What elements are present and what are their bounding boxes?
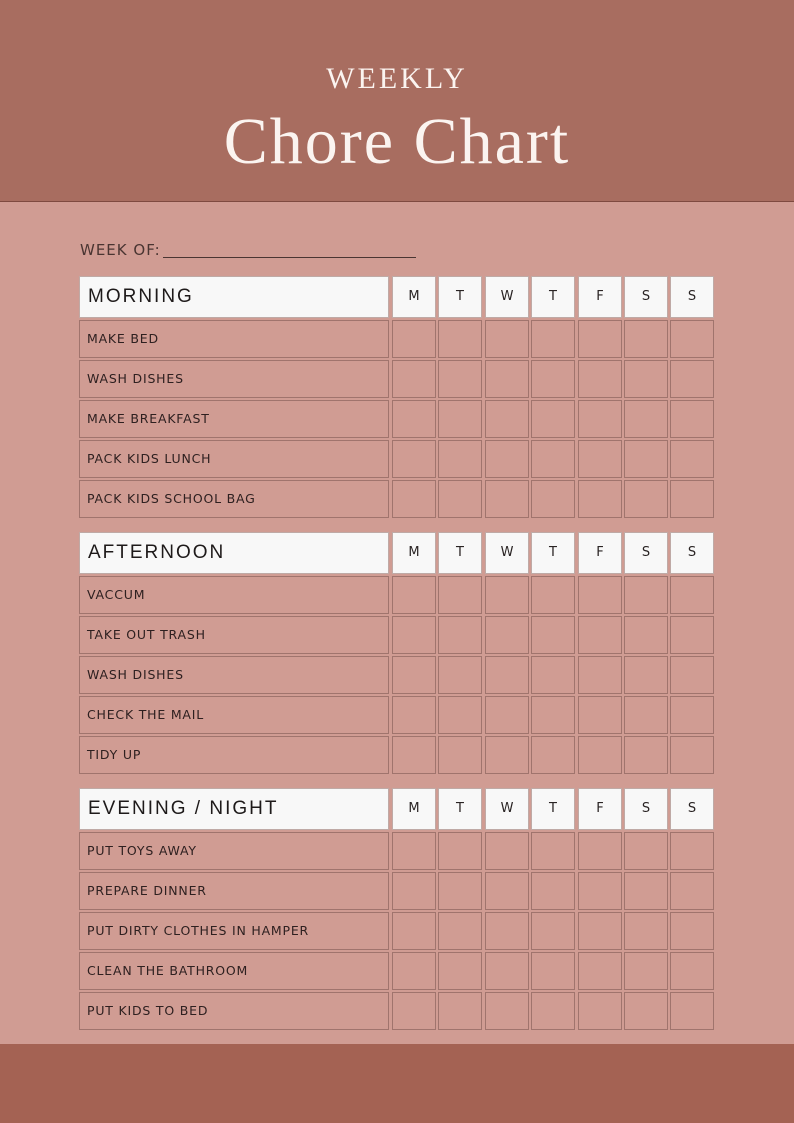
task-label: PUT DIRTY CLOTHES IN HAMPER [79,912,389,950]
day-header: F [578,276,622,318]
check-box[interactable] [578,872,622,910]
check-box[interactable] [392,440,436,478]
check-box[interactable] [578,576,622,614]
task-label: VACCUM [79,576,389,614]
check-box[interactable] [670,992,714,1030]
table-row [79,576,715,616]
section-1 [79,532,715,776]
day-header: F [578,532,622,574]
check-box[interactable] [485,616,529,654]
check-box[interactable] [670,616,714,654]
check-box[interactable] [624,656,668,694]
check-box[interactable] [578,952,622,990]
check-box[interactable] [438,616,482,654]
task-label: WASH DISHES [79,656,389,694]
check-box[interactable] [624,400,668,438]
check-box[interactable] [670,912,714,950]
section-title: MORNING [79,276,389,318]
task-label: CLEAN THE BATHROOM [79,952,389,990]
check-box[interactable] [624,440,668,478]
check-box[interactable] [392,656,436,694]
table-row [79,400,715,440]
check-box[interactable] [624,480,668,518]
check-box[interactable] [531,480,575,518]
week-of-label: WEEK OF: [80,241,161,259]
task-label: PUT KIDS TO BED [79,992,389,1030]
check-box[interactable] [531,576,575,614]
check-box[interactable] [624,360,668,398]
day-header: W [485,532,529,574]
check-box[interactable] [670,952,714,990]
check-box[interactable] [578,480,622,518]
day-header: M [392,276,436,318]
header-kicker: WEEKLY [326,62,468,95]
check-box[interactable] [578,320,622,358]
day-header: T [438,532,482,574]
day-header: S [624,532,668,574]
check-box[interactable] [670,576,714,614]
check-box[interactable] [531,952,575,990]
check-box[interactable] [485,912,529,950]
check-box[interactable] [624,952,668,990]
check-box[interactable] [438,912,482,950]
check-box[interactable] [624,616,668,654]
day-header: F [578,788,622,830]
check-box[interactable] [531,400,575,438]
table-row [79,832,715,872]
check-box[interactable] [438,696,482,734]
check-box[interactable] [531,696,575,734]
check-box[interactable] [485,656,529,694]
day-header: M [392,788,436,830]
day-header: T [531,276,575,318]
section-title: EVENING / NIGHT [79,788,389,830]
table-row [79,736,715,776]
header-banner [0,0,794,202]
check-box[interactable] [670,320,714,358]
task-label: TAKE OUT TRASH [79,616,389,654]
check-box[interactable] [670,872,714,910]
check-box[interactable] [392,696,436,734]
check-box[interactable] [531,992,575,1030]
check-box[interactable] [438,576,482,614]
table-row [79,656,715,696]
check-box[interactable] [438,736,482,774]
check-box[interactable] [485,832,529,870]
day-header: M [392,532,436,574]
task-label: PUT TOYS AWAY [79,832,389,870]
check-box[interactable] [578,912,622,950]
check-box[interactable] [578,696,622,734]
check-box[interactable] [392,992,436,1030]
day-header: S [670,788,714,830]
check-box[interactable] [531,872,575,910]
day-header: S [670,276,714,318]
table-row [79,360,715,400]
day-header: W [485,788,529,830]
check-box[interactable] [624,696,668,734]
check-box[interactable] [670,360,714,398]
check-box[interactable] [392,480,436,518]
table-row [79,696,715,736]
check-box[interactable] [578,360,622,398]
check-box[interactable] [670,400,714,438]
check-box[interactable] [578,736,622,774]
check-box[interactable] [670,736,714,774]
check-box[interactable] [438,992,482,1030]
check-box[interactable] [485,440,529,478]
task-label: CHECK THE MAIL [79,696,389,734]
table-row [79,912,715,952]
check-box[interactable] [438,872,482,910]
check-box[interactable] [624,832,668,870]
check-box[interactable] [531,440,575,478]
check-box[interactable] [670,696,714,734]
check-box[interactable] [578,656,622,694]
check-box[interactable] [624,320,668,358]
check-box[interactable] [438,400,482,438]
check-box[interactable] [438,656,482,694]
check-box[interactable] [624,912,668,950]
check-box[interactable] [392,832,436,870]
day-header: T [438,276,482,318]
day-header: T [531,532,575,574]
check-box[interactable] [670,832,714,870]
day-header: W [485,276,529,318]
section-header-row [79,788,715,832]
check-box[interactable] [485,576,529,614]
check-box[interactable] [531,360,575,398]
check-box[interactable] [624,992,668,1030]
check-box[interactable] [578,992,622,1030]
check-box[interactable] [485,696,529,734]
section-title: AFTERNOON [79,532,389,574]
task-label: MAKE BREAKFAST [79,400,389,438]
check-box[interactable] [392,320,436,358]
check-box[interactable] [670,656,714,694]
check-box[interactable] [438,440,482,478]
check-box[interactable] [531,320,575,358]
check-box[interactable] [485,360,529,398]
check-box[interactable] [438,952,482,990]
page-title: Chore Chart [223,105,571,178]
task-label: TIDY UP [79,736,389,774]
table-row [79,952,715,992]
check-box[interactable] [485,872,529,910]
table-row [79,616,715,656]
check-box[interactable] [531,912,575,950]
day-header: S [670,532,714,574]
table-row [79,480,715,520]
day-header: S [624,276,668,318]
check-box[interactable] [392,360,436,398]
task-label: PACK KIDS LUNCH [79,440,389,478]
footer-band [0,1044,794,1123]
section-0 [79,276,715,520]
check-box[interactable] [531,616,575,654]
check-box[interactable] [438,320,482,358]
check-box[interactable] [578,616,622,654]
check-box[interactable] [438,360,482,398]
section-header-row [79,276,715,320]
check-box[interactable] [624,872,668,910]
check-box[interactable] [485,992,529,1030]
check-box[interactable] [578,400,622,438]
check-box[interactable] [392,736,436,774]
check-box[interactable] [485,480,529,518]
check-box[interactable] [392,616,436,654]
check-box[interactable] [485,400,529,438]
check-box[interactable] [578,440,622,478]
task-label: PREPARE DINNER [79,872,389,910]
check-box[interactable] [485,736,529,774]
check-box[interactable] [392,400,436,438]
table-row [79,320,715,360]
day-header: T [438,788,482,830]
table-row [79,992,715,1032]
check-box[interactable] [531,832,575,870]
day-header: T [531,788,575,830]
check-box[interactable] [624,736,668,774]
table-row [79,440,715,480]
check-box[interactable] [392,952,436,990]
task-label: PACK KIDS SCHOOL BAG [79,480,389,518]
check-box[interactable] [578,832,622,870]
section-header-row [79,532,715,576]
check-box[interactable] [531,656,575,694]
check-box[interactable] [485,320,529,358]
check-box[interactable] [624,576,668,614]
check-box[interactable] [670,440,714,478]
task-label: MAKE BED [79,320,389,358]
check-box[interactable] [670,480,714,518]
check-box[interactable] [392,576,436,614]
day-header: S [624,788,668,830]
week-of-field[interactable] [163,257,416,258]
table-row [79,872,715,912]
check-box[interactable] [438,832,482,870]
check-box[interactable] [531,736,575,774]
check-box[interactable] [392,872,436,910]
check-box[interactable] [438,480,482,518]
task-label: WASH DISHES [79,360,389,398]
check-box[interactable] [485,952,529,990]
section-2 [79,788,715,1032]
check-box[interactable] [392,912,436,950]
